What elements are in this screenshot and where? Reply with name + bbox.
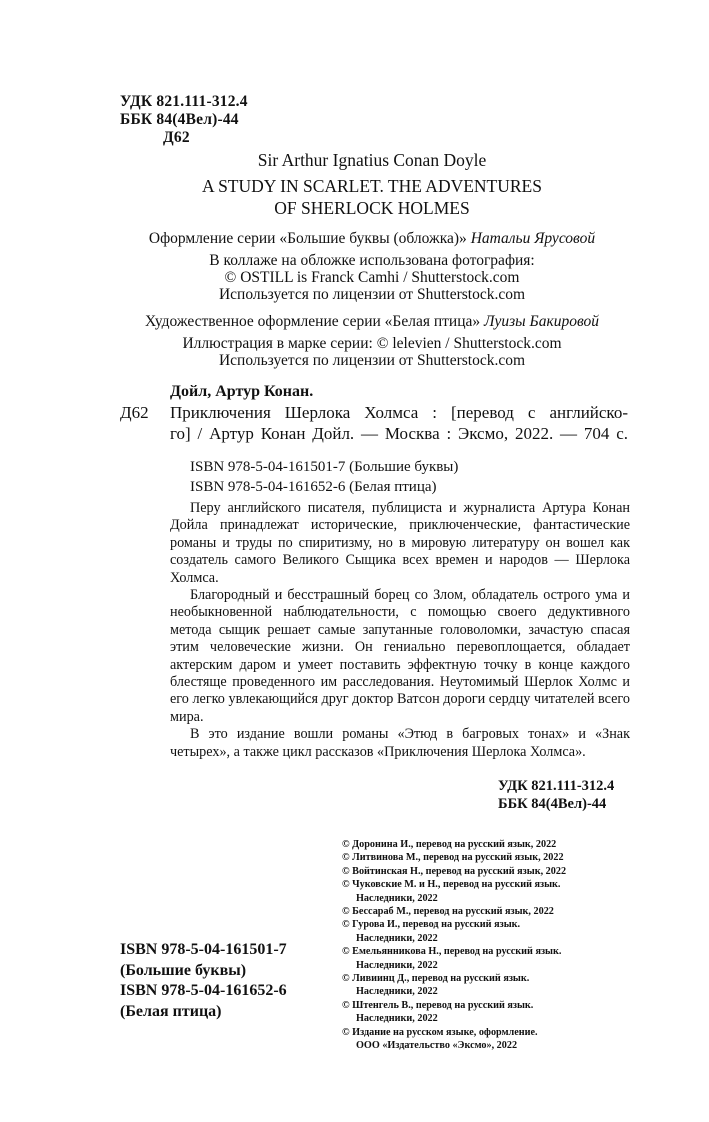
bib-isbn2: ISBN 978-5-04-161652-6 (Белая птица): [190, 479, 437, 495]
annotation: [170, 500, 630, 761]
original-title-line1: A STUDY IN SCARLET. THE ADVENTURES: [202, 176, 542, 196]
illus-line2: Используется по лицензии от Shutterstock.com: [218, 352, 526, 369]
isbn-bottom-block: [120, 940, 287, 1022]
copyright-line: © Штенгель В., перевод на русский язык.: [342, 999, 534, 1011]
series-cover-credit: [120, 229, 624, 249]
illus-line1: Иллюстрация в марке серии: © lelevien / Shutterstock.com: [182, 335, 562, 352]
bib-line1: Приключения Шерлока Холмса : [перевод с английско-: [170, 403, 628, 422]
isbn-bottom-1: ISBN 978-5-04-161501-7: [120, 941, 287, 958]
copyright-line: © Ливиинц Д., перевод на русский язык.: [342, 973, 530, 985]
art-series-name: Луизы Бакировой: [484, 313, 599, 330]
annotation-p3: В это издание вошли романы «Этюд в багровых тонах» и «Знак четырех», а также цикл рассказов «Приключения Шерлока Холмса».: [170, 726, 630, 760]
art-series-text: Художественное оформление серии «Белая птица»: [145, 313, 481, 330]
series-cover-name: Натальи Ярусовой: [470, 230, 596, 247]
copyright-line: © Чуковские М. и Н., перевод на русский язык.: [342, 879, 561, 891]
copyright-line: Наследники, 2022: [356, 892, 438, 904]
bbk-code-bottom: ББК 84(4Вел)-44: [498, 796, 607, 812]
copyright-block: [342, 838, 642, 1053]
bbk-code: ББК 84(4Вел)-44: [120, 111, 239, 128]
author-sign: Д62: [163, 129, 190, 146]
copyright-line: © Издание на русском языке, оформление.: [342, 1026, 538, 1038]
copyright-line: Наследники, 2022: [356, 932, 438, 944]
copyright-line: © Емельянникова Н., перевод на русский язык.: [342, 946, 562, 958]
isbn-bottom-label-1: (Большие буквы): [120, 961, 247, 979]
bib-isbn-block: [190, 457, 458, 497]
bib-sign: Д62: [120, 403, 149, 422]
isbn-bottom-label-2: (Белая птица): [120, 1002, 222, 1020]
copyright-line: © Гурова И., перевод на русский язык.: [342, 919, 521, 931]
copyright-line: Наследники, 2022: [356, 959, 438, 971]
copyright-line: Наследники, 2022: [356, 986, 438, 998]
annotation-p2: Благородный и бесстрашный борец со Злом, обладатель острого ума и необыкновенной наблюдательности, с помощью своего дедуктивного метода сыщик решает самые запутанные головоломки, зачастую спасая этим человеческие жизни. Он гениально перевоплощается, обладает актерским даром и умеет поставить эффектную точку в конце каждого блестяще проведенного им расследования. Неутомимый Шерлок Холмс и его легко увлекающийся друг доктор Ватсон дороги сердцу читателей всего мира.: [170, 587, 630, 725]
collage-line1: В коллаже на обложке использована фотография:: [209, 252, 535, 269]
copyright-line: ООО «Издательство «Эксмо», 2022: [356, 1040, 518, 1052]
series-cover-text: Оформление серии «Большие буквы (обложка)»: [148, 230, 467, 247]
original-title-line2: OF SHERLOCK HOLMES: [274, 198, 470, 218]
copyright-line: © Бессараб М., перевод на русский язык, 2022: [342, 906, 554, 918]
udk-code-bottom: УДК 821.111-312.4: [498, 778, 615, 794]
isbn-bottom-2: ISBN 978-5-04-161652-6: [120, 982, 287, 999]
classification-bottom: [498, 777, 614, 813]
annotation-p1: Перу английского писателя, публициста и журналиста Артура Конан Дойла принадлежат исторические, приключенческие, фантастические романы и труды по спиритизму, но в мировую литературу он вошел как создатель самого Великого Сыщика всех времен и народов — Шерлока Холмса.: [170, 500, 630, 586]
bib-heading: Дойл, Артур Конан.: [170, 383, 314, 400]
copyright-line: © Войтинская Н., перевод на русский язык, 2022: [342, 865, 567, 877]
bib-line2: го] / Артур Конан Дойл. — Москва : Эксмо, 2022. — 704 с.: [170, 424, 628, 443]
copyright-line: © Доронина И., перевод на русский язык, 2022: [342, 839, 557, 850]
udk-code: УДК 821.111-312.4: [120, 93, 248, 110]
collage-line3: Используется по лицензии от Shutterstock.com: [218, 286, 526, 303]
collage-line2: © OSTILL is Franck Camhi / Shutterstock.com: [224, 269, 520, 286]
bib-isbn1: ISBN 978-5-04-161501-7 (Большие буквы): [190, 459, 459, 475]
copyright-line: Наследники, 2022: [356, 1013, 438, 1025]
classification-block: [120, 93, 248, 147]
original-author: Sir Arthur Ignatius Conan Doyle: [257, 150, 487, 170]
copyright-line: © Литвинова М., перевод на русский язык, 2022: [342, 852, 564, 864]
art-series-credit: [120, 312, 624, 332]
